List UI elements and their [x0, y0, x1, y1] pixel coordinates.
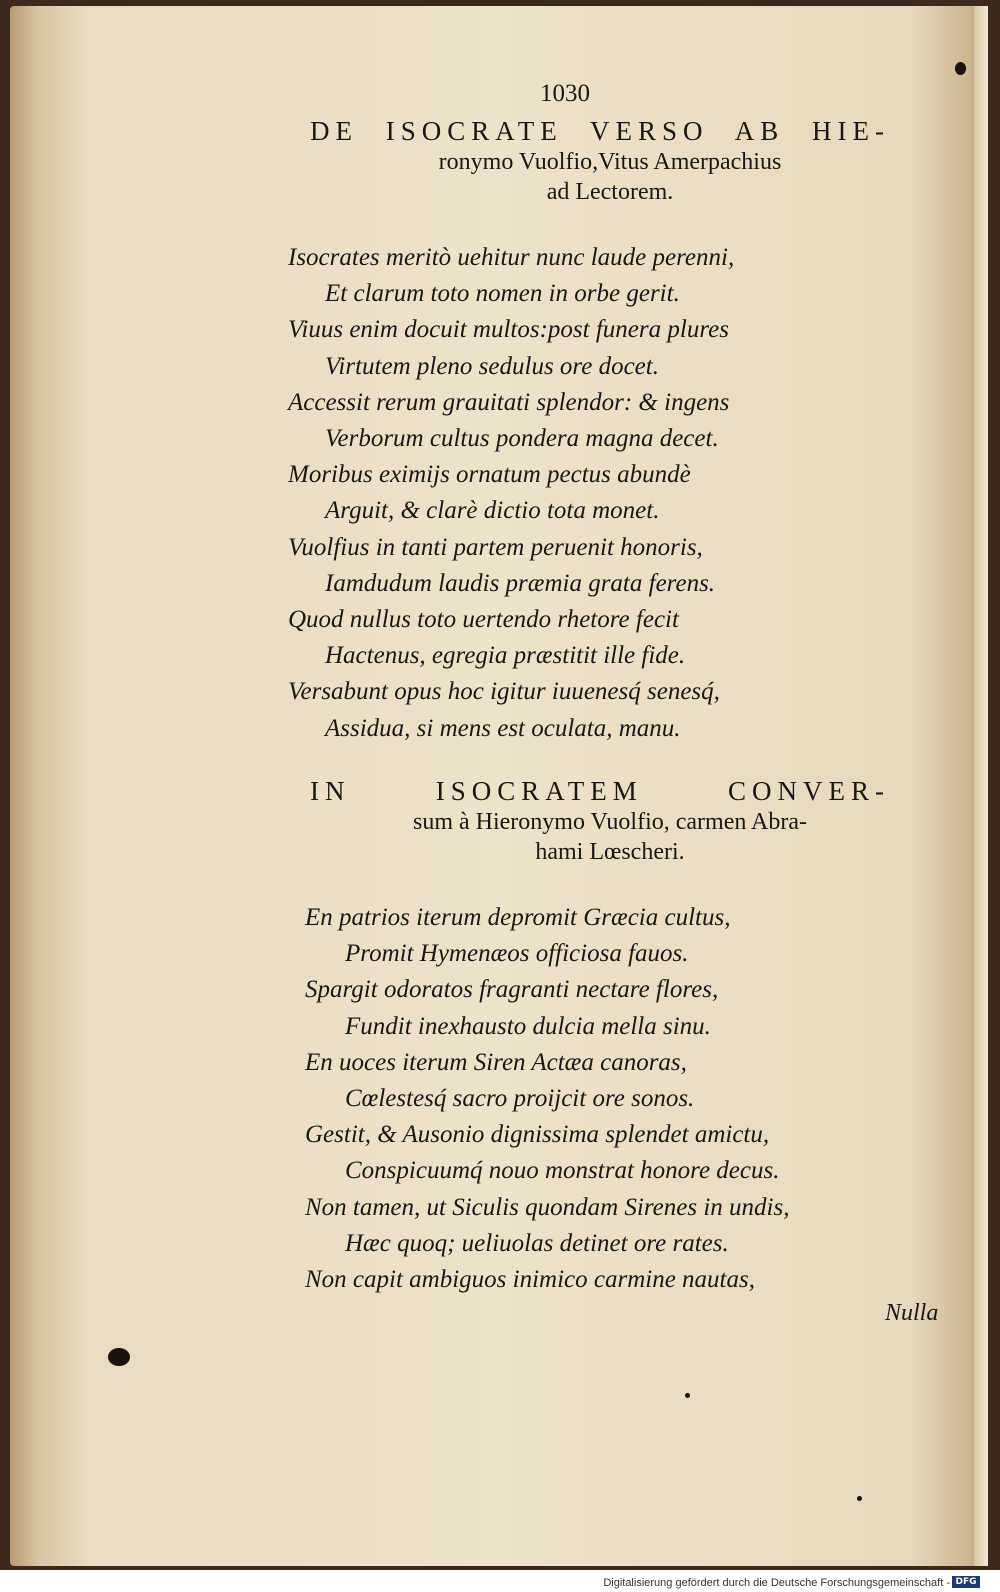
- ink-spot: [955, 62, 966, 75]
- verse-line: Non capit ambiguos inimico carmine nautas,: [305, 1266, 755, 1293]
- ink-spot: [108, 1348, 130, 1366]
- verse-line: Et clarum toto nomen in orbe gerit.: [325, 280, 680, 308]
- verse-line: Promit Hymenæos officiosa fauos.: [345, 940, 689, 968]
- verse-line: Virtutem pleno sedulus ore docet.: [325, 352, 659, 380]
- footer-bar: [0, 1573, 1000, 1592]
- heading-in-isocratem: [270, 776, 950, 867]
- verse-line: Arguit, & clarè dictio tota monet.: [325, 497, 660, 525]
- heading-line-2: ronymo Vuolfio,Vitus Amerpachius: [438, 149, 782, 175]
- footer-text: Digitalisierung gefördert durch die Deutsche Forschungsgemeinschaft -: [603, 1577, 950, 1589]
- heading-line-3: hami Lœscheri.: [535, 839, 685, 865]
- verse-line: Verborum cultus pondera magna decet.: [325, 425, 719, 452]
- verse-line: Assidua, si mens est oculata, manu.: [325, 714, 681, 742]
- heading-line-1: IN ISOCRATEM CONVER-: [310, 776, 890, 806]
- verse-line: Hactenus, egregia præstitit ille fide.: [325, 642, 686, 670]
- verse-line: En uoces iterum Siren Actæa canoras,: [305, 1048, 687, 1076]
- verse-line: Spargit odoratos fragranti nectare flores,: [305, 976, 719, 1004]
- dfg-logo: DFG: [952, 1576, 980, 1588]
- verse-line: Accessit rerum grauitati splendor: & ingens: [288, 388, 730, 416]
- verse-line: Hæc quoq; ueliuolas detinet ore rates.: [345, 1229, 729, 1257]
- heading-line-3: ad Lectorem.: [546, 179, 674, 205]
- verse-line: Versabunt opus hoc igitur iuuenesq́ senesq́,: [288, 678, 720, 706]
- heading-isocrates-verso: [270, 116, 950, 207]
- verse-line: Conspicuumq́ nouo monstrat honore decus.: [345, 1157, 780, 1185]
- verse-line: Non tamen, ut Siculis quondam Sirenes in undis,: [305, 1193, 790, 1221]
- verse-line: Iamdudum laudis præmia grata ferens.: [325, 569, 716, 597]
- verse-line: Vuolfius in tanti partem peruenit honoris,: [288, 533, 703, 561]
- page-number: 1030: [540, 80, 590, 107]
- ink-spot: [857, 1496, 862, 1501]
- verse-line: Cœlestesq́ sacro proijcit ore sonos.: [345, 1085, 695, 1112]
- ink-spot: [685, 1393, 690, 1398]
- verse-line: Viuus enim docuit multos:post funera plures: [288, 316, 729, 344]
- catchword: Nulla: [885, 1300, 939, 1326]
- verse-line: En patrios iterum depromit Græcia cultus,: [305, 904, 731, 931]
- verse-line: Isocrates meritò uehitur nunc laude perenni,: [288, 244, 735, 271]
- heading-line-2: sum à Hieronymo Vuolfio, carmen Abra-: [412, 809, 808, 835]
- page-edge: [974, 6, 988, 1566]
- heading-line-1: DE ISOCRATE VERSO AB HIE-: [310, 116, 890, 146]
- verse-line: Fundit inexhausto dulcia mella sinu.: [345, 1012, 711, 1040]
- verse-line: Gestit, & Ausonio dignissima splendet amictu,: [305, 1121, 770, 1149]
- verse-line: Moribus eximijs ornatum pectus abundè: [288, 461, 691, 489]
- verse-line: Quod nullus toto uertendo rhetore fecit: [288, 606, 679, 633]
